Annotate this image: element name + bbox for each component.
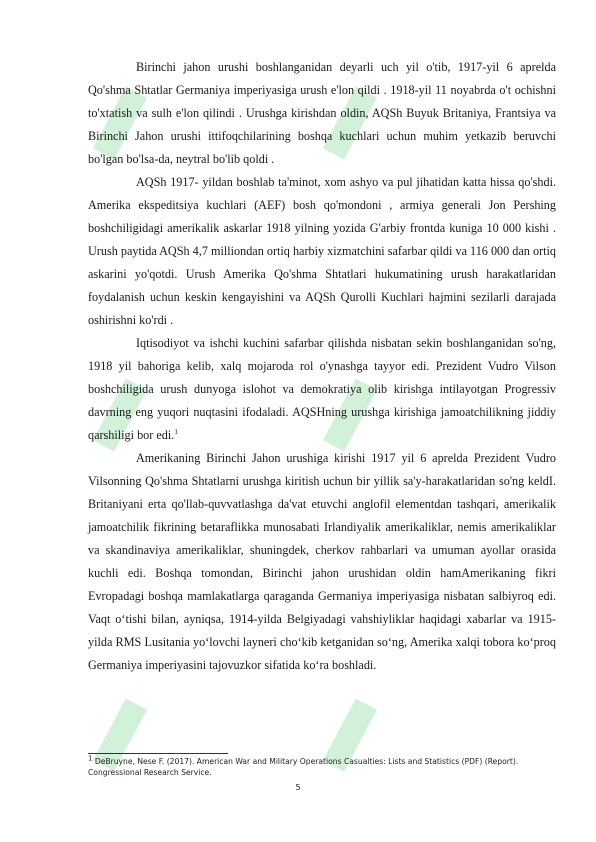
footnote	[88, 756, 558, 778]
paragraph-3-text: Iqtisodiyot va ishchi kuchini safarbar qilishda nisbatan sekin boshlanganidan so'ng, 1918 yil bahoriga kelib, xalq mojaroda rol o'ynashga tayyor edi. Prezident Vudro Vilson boshchiligida urush dunyoga islohot va demokratiya olib kirishga intilayotgan Progressiv davrning eng yuqori nuqtasini ifodaladi. AQSHning urushga kirishiga jamoatchilikning jiddiy qarshiligi bor edi.	[88, 336, 556, 442]
paragraph-2	[88, 171, 556, 332]
paragraph-2-text: AQSh 1917- yildan boshlab ta'minot, xom ashyo va pul jihatidan katta hissa qo'shdi. Amerika ekspeditsiya kuchlari (AEF) bosh qo'mondoni , armiya generali Jon Pershing boshchiligidagi amerikalik askarlar 1918 yilning yozida G'arbiy frontda kuniga 10 000 kishi . Urush paytida AQSh 4,7 milliondan ortiq harbiy xizmatchini safarbar qildi va 116 000 dan ortiq askarini yo'qotdi. Urush Amerika Qo'shma Shtatlari hukumatining urush harakatlaridan foydalanish uchun keskin kengayishini va AQSh Qurolli Kuchlari hajmini sezilarli darajada oshirishni ko'rdi .	[88, 175, 556, 327]
footnote-marker: 1	[88, 754, 93, 763]
paragraph-1	[88, 56, 556, 171]
footnote-divider	[88, 753, 228, 754]
footnote-text: DeBruyne, Nese F. (2017). American War and Military Operations Casualties: Lists and Statistics (PDF) (Report). Congressional Research Service.	[88, 757, 519, 777]
body-text	[88, 56, 556, 677]
paragraph-4-text: Amerikaning Birinchi Jahon urushiga kirishi 1917 yil 6 aprelda Prezident Vudro Vilsonning Qo'shma Shtatlarni urushga kiritish uchun bir yillik sa'y-harakatlaridan so'ng keldI. Britaniyani erta qo'llab-quvvatlashga da'vat etuvchi anglofil elementdan tashqari, amerikalik jamoatchilik fikrining betaraflikka munosabati Irlandiyalik amerikaliklar, nemis amerikaliklar va skandinaviya amerikaliklar, shuningdek, cherkov rahbarlari va umuman ayollar orasida kuchli edi. Boshqa tomondan, Birinchi jahon urushidan oldin hamAmerikaning fikri Evropadagi boshqa mamlakatlarga qaraganda Germaniya imperiyasiga nisbatan salbiyroq edi. Vaqt o‘tishi bilan, ayniqsa, 1914-yilda Belgiyadagi vahshiyliklar haqidagi xabarlar va 1915-yilda RMS Lusitania yo‘lovchi layneri cho‘kib ketganidan so‘ng, Amerika xalqi tobora ko‘proq Germaniya imperiyasini tajovuzkor sifatida ko‘ra boshladi.	[88, 451, 556, 672]
page-number: 5	[295, 783, 301, 792]
paragraph-1-text: Birinchi jahon urushi boshlanganidan deyarli uch yil o'tib, 1917-yil 6 aprelda Qo'shma Shtatlar Germaniya imperiyasiga urush e'lon qildi . 1918-yil 11 noyabrda o't ochishni to'xtatish va sulh e'lon qilindi . Urushga kirishdan oldin, AQSh Buyuk Britaniya, Frantsiya va Birinchi Jahon urushi ittifoqchilarining boshqa kuchlari uchun muhim yetkazib beruvchi bo'lgan bo'lsa-da, neytral bo'lib qoldi .	[88, 60, 556, 166]
footnote-reference[interactable]: 1	[174, 427, 178, 436]
paragraph-3	[88, 332, 556, 447]
paragraph-4	[88, 447, 556, 677]
